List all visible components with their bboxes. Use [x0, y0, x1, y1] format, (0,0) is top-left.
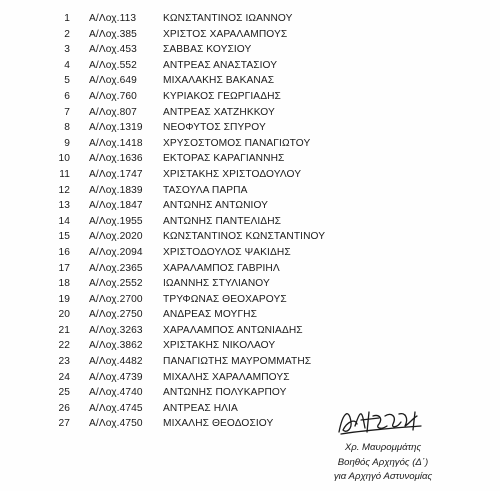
roster-row: [0, 58, 500, 74]
person-name: ΧΡΙΣΤΑΚΗΣ ΧΡΙΣΤΟΔΟΥΛΟΥ: [163, 168, 302, 180]
rank-id: Α/Λοχ.2365: [89, 262, 143, 274]
row-number: 4: [64, 59, 70, 71]
roster-row: [0, 105, 500, 121]
person-name: ΑΝΤΡΕΑΣ ΑΝΑΣΤΑΣΙΟΥ: [163, 59, 278, 71]
rank-id: Α/Λοχ.649: [89, 75, 137, 87]
rank-id: Α/Λοχ.4750: [89, 418, 143, 430]
row-number: 6: [64, 90, 70, 102]
rank-id: Α/Λοχ.552: [89, 59, 137, 71]
person-name: ΕΚΤΟΡΑΣ ΚΑΡΑΓΙΑΝΝΗΣ: [163, 153, 285, 165]
person-name: ΧΡΙΣΤΑΚΗΣ ΝΙΚΟΛΑΟΥ: [163, 340, 276, 352]
row-number: 19: [58, 293, 70, 305]
rank-id: Α/Λοχ.760: [89, 90, 137, 102]
roster-row: [0, 307, 500, 323]
row-number: 23: [58, 356, 70, 368]
rank-id: Α/Λοχ.4745: [89, 402, 143, 414]
roster-row: [0, 183, 500, 199]
row-number: 9: [64, 137, 70, 149]
row-number: 25: [58, 387, 70, 399]
row-number: 8: [64, 122, 70, 134]
person-name: ΧΡΙΣΤΟΔΟΥΛΟΣ ΨΑΚΙΔΗΣ: [163, 246, 291, 258]
person-name: ΤΡΥΦΩΝΑΣ ΘΕΟΧΑΡΟΥΣ: [163, 293, 287, 305]
roster-row: [0, 354, 500, 370]
rank-id: Α/Λοχ.4740: [89, 387, 143, 399]
roster-row: [0, 416, 500, 432]
rank-id: Α/Λοχ.2020: [89, 231, 143, 243]
row-number: 12: [58, 184, 70, 196]
person-name: ΣΑΒΒΑΣ ΚΟΥΣΙΟΥ: [163, 44, 252, 56]
row-number: 20: [58, 309, 70, 321]
signatory-name: Χρ. Μαυρομμάτης: [344, 442, 422, 453]
person-name: ΜΙΧΑΛΑΚΗΣ ΒΑΚΑΝΑΣ: [163, 75, 275, 87]
roster-list: [0, 11, 500, 432]
roster-row: [0, 136, 500, 152]
roster-row: [0, 323, 500, 339]
row-number: 21: [58, 324, 70, 336]
rank-id: Α/Λοχ.4739: [89, 371, 143, 383]
rank-id: Α/Λοχ.3263: [89, 324, 143, 336]
rank-id: Α/Λοχ.1955: [89, 215, 143, 227]
row-number: 1: [64, 13, 70, 24]
person-name: ΑΝΔΡΕΑΣ ΜΟΥΓΗΣ: [163, 309, 258, 321]
rank-id: Α/Λοχ.2750: [89, 309, 143, 321]
roster-row: [0, 167, 500, 183]
rank-id: Α/Λοχ.807: [89, 106, 137, 118]
rank-id: Α/Λοχ.2552: [89, 278, 143, 290]
row-number: 2: [64, 28, 70, 40]
row-number: 16: [58, 246, 70, 258]
rank-id: Α/Λοχ.1839: [89, 184, 143, 196]
roster-row: [0, 385, 500, 401]
roster-row: [0, 370, 500, 386]
handwritten-signature: [335, 404, 425, 440]
row-number: 18: [58, 278, 70, 290]
row-number: 17: [58, 262, 70, 274]
rank-id: Α/Λοχ.453: [89, 44, 137, 56]
row-number: 13: [58, 200, 70, 212]
person-name: ΚΩΝΣΤΑΝΤΙΝΟΣ ΙΩΑΝΝΟΥ: [163, 13, 293, 24]
signatory-on-behalf: για Αρχηγό Αστυνομίας: [333, 471, 433, 482]
person-name: ΑΝΤΩΝΗΣ ΠΟΛΥΚΑΡΠΟΥ: [163, 387, 287, 399]
person-name: ΧΡΥΣΟΣΤΟΜΟΣ ΠΑΝΑΓΙΩΤΟΥ: [163, 137, 311, 149]
person-name: ΑΝΤΩΝΗΣ ΑΝΤΩΝΙΟΥ: [163, 200, 269, 212]
roster-row: [0, 229, 500, 245]
person-name: ΑΝΤΩΝΗΣ ΠΑΝΤΕΛΙΔΗΣ: [163, 215, 282, 227]
roster-row: [0, 27, 500, 43]
rank-id: Α/Λοχ.1747: [89, 168, 143, 180]
row-number: 24: [58, 371, 70, 383]
person-name: ΝΕΟΦΥΤΟΣ ΣΠΥΡΟΥ: [163, 122, 266, 134]
row-number: 15: [58, 231, 70, 243]
person-name: ΑΝΤΡΕΑΣ ΧΑΤΖΗΚΚΟΥ: [163, 106, 275, 118]
signature-block: [318, 441, 448, 485]
person-name: ΤΑΣΟΥΛΑ ΠΑΡΠΑ: [163, 184, 248, 196]
signatory-title: Βοηθός Αρχηγός (Δ΄): [337, 456, 429, 468]
rank-id: Α/Λοχ.2094: [89, 246, 143, 258]
roster-row: [0, 151, 500, 167]
person-name: ΚΥΡΙΑΚΟΣ ΓΕΩΡΓΙΑΔΗΣ: [163, 90, 281, 102]
roster-row: [0, 42, 500, 58]
rank-id: Α/Λοχ.1418: [89, 137, 143, 149]
row-number: 22: [58, 340, 70, 352]
roster-row: [0, 73, 500, 89]
rank-id: Α/Λοχ.113: [89, 13, 137, 24]
rank-id: Α/Λοχ.2700: [89, 293, 143, 305]
rank-id: Α/Λοχ.1319: [89, 122, 143, 134]
roster-row: [0, 338, 500, 354]
rank-id: Α/Λοχ.385: [89, 28, 137, 40]
row-number: 26: [58, 402, 70, 414]
row-number: 5: [64, 75, 70, 87]
roster-row: [0, 11, 500, 27]
person-name: ΜΙΧΑΛΗΣ ΧΑΡΑΛΑΜΠΟΥΣ: [163, 371, 290, 383]
roster-row: [0, 120, 500, 136]
roster-row: [0, 261, 500, 277]
person-name: ΙΩΑΝΝΗΣ ΣΤΥΛΙΑΝΟΥ: [163, 278, 270, 290]
rank-id: Α/Λοχ.1636: [89, 153, 143, 165]
roster-row: [0, 245, 500, 261]
roster-row: [0, 401, 500, 417]
roster-row: [0, 89, 500, 105]
row-number: 27: [58, 418, 70, 430]
person-name: ΧΡΙΣΤΟΣ ΧΑΡΑΛΑΜΠΟΥΣ: [163, 28, 288, 40]
roster-row: [0, 276, 500, 292]
person-name: ΚΩΝΣΤΑΝΤΙΝΟΣ ΚΩΝΣΤΑΝΤΙΝΟΥ: [163, 231, 326, 243]
roster-row: [0, 198, 500, 214]
row-number: 14: [58, 215, 70, 227]
row-number: 3: [64, 44, 70, 56]
person-name: ΠΑΝΑΓΙΩΤΗΣ ΜΑΥΡΟΜΜΑΤΗΣ: [163, 356, 312, 368]
roster-row: [0, 214, 500, 230]
row-number: 11: [59, 168, 70, 180]
person-name: ΑΝΤΡΕΑΣ ΗΛΙΑ: [163, 402, 238, 414]
row-number: 10: [58, 153, 70, 165]
person-name: ΜΙΧΑΛΗΣ ΘΕΟΔΟΣΙΟΥ: [163, 418, 274, 430]
row-number: 7: [64, 106, 70, 118]
roster-row: [0, 292, 500, 308]
person-name: ΧΑΡΑΛΑΜΠΟΣ ΑΝΤΩΝΙΑΔΗΣ: [163, 324, 303, 336]
rank-id: Α/Λοχ.4482: [89, 356, 143, 368]
rank-id: Α/Λοχ.1847: [89, 200, 143, 212]
person-name: ΧΑΡΑΛΑΜΠΟΣ ΓΑΒΡΙΗΛ: [163, 262, 280, 274]
rank-id: Α/Λοχ.3862: [89, 340, 143, 352]
